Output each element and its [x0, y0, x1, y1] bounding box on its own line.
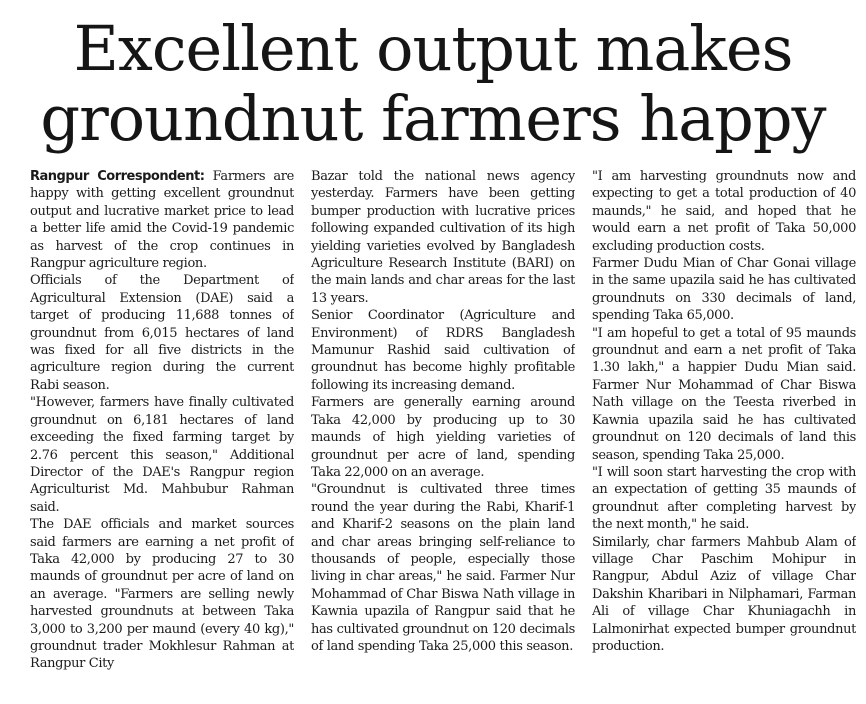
headline-line-2: groundnut farmers happy	[40, 82, 826, 155]
paragraph: Senior Coordinator (Agriculture and Environment) of RDRS Bangladesh Mamunur Rashid said cultivation of groundnut has become highly profitable following its increasing demand.	[311, 308, 575, 393]
paragraph: Bazar told the national news agency yesterday. Farmers have been getting bumper production with lucrative prices following expanded cultivation of its high yielding varieties evolved by Bangladesh Agriculture Research Institute (BARI) on the main lands and char areas for the last 13 years.	[311, 169, 575, 306]
paragraph: "I will soon start harvesting the crop with an expectation of getting 35 maunds of groundnut after completing harvest by the next month," he said.	[592, 464, 856, 533]
paragraph: Similarly, char farmers Mahbub Alam of village Char Paschim Mohipur in Rangpur, Abdul Aziz of village Char Dakshin Kharibari in Nilphamari, Farman Ali of village Char Khuniagachh in Lalmonirhat expected bumper groundnut production.	[592, 534, 856, 654]
paragraph: "I am hopeful to get a total of 95 maunds groundnut and earn a net profit of Taka 1.30 lakh," a happier Dudu Mian said. Farmer Nur Mohammad of Char Biswa Nath village on the Teesta riverbed in Kawnia upazila said he has cultivated groundnut on 120 decimals of land this season, spending Taka 25,000.	[592, 325, 856, 463]
paragraph: Farmers are generally earning around Taka 42,000 by producing up to 30 maunds of high yielding varieties of groundnut per acre of land, spending Taka 22,000 on an average.	[311, 395, 575, 480]
paragraph: Farmer Dudu Mian of Char Gonai village in the same upazila said he has cultivated groundnuts on 330 decimals of land, spending Taka 65,000.	[592, 256, 856, 324]
paragraph: The DAE officials and market sources said farmers are earning a net profit of Taka 42,000 by producing 27 to 30 maunds of groundnut per acre of land on an average. "Farmers are selling newly harvested groundnuts at between Taka 3,000 to 3,200 per maund (every 40 kg)," groundnut trader Mokhlesur Rahman at Rangpur City	[30, 517, 294, 672]
paragraph	[30, 168, 294, 272]
paragraph: "Groundnut is cultivated three times round the year during the Rabi, Kharif-1 and Kharif-2 seasons on the plain land and char areas bringing self-reliance to thousands of people, especially those living in char areas," he said. Farmer Nur Mohammad of Char Biswa Nath village in Kawnia upazila of Rangpur said that he has cultivated groundnut on 120 decimals of land spending Taka 25,000 this season.	[311, 482, 575, 654]
paragraph: Officials of the Department of Agricultural Extension (DAE) said a target of producing 11,688 tonnes of groundnut from 6,015 hectares of land was fixed for all five districts in the agriculture region during the current Rabi season.	[30, 273, 294, 393]
paragraph: "However, farmers have finally cultivated groundnut on 6,181 hectares of land exceeding the fixed farming target by 2.76 percent this season," Additional Director of the DAE's Rangpur region Agriculturist Md. Mahbubur Rahman said.	[30, 395, 294, 515]
headline	[0, 14, 866, 154]
column-1	[30, 168, 294, 700]
article-body	[30, 168, 856, 700]
column-3	[592, 168, 856, 700]
column-2	[311, 168, 575, 700]
byline: Rangpur Correspondent:	[30, 169, 205, 184]
paragraph: "I am harvesting groundnuts now and expecting to get a total production of 40 maunds," he said, and hoped that he would earn a net profit of Taka 50,000 excluding production costs.	[592, 169, 856, 254]
headline-line-1: Excellent output makes	[73, 12, 793, 85]
paragraph-text: Farmers are happy with getting excellent groundnut output and lucrative market price to lead a better life amid the Covid-19 pandemic as harvest of the crop continues in Rangpur agriculture region.	[30, 169, 294, 272]
